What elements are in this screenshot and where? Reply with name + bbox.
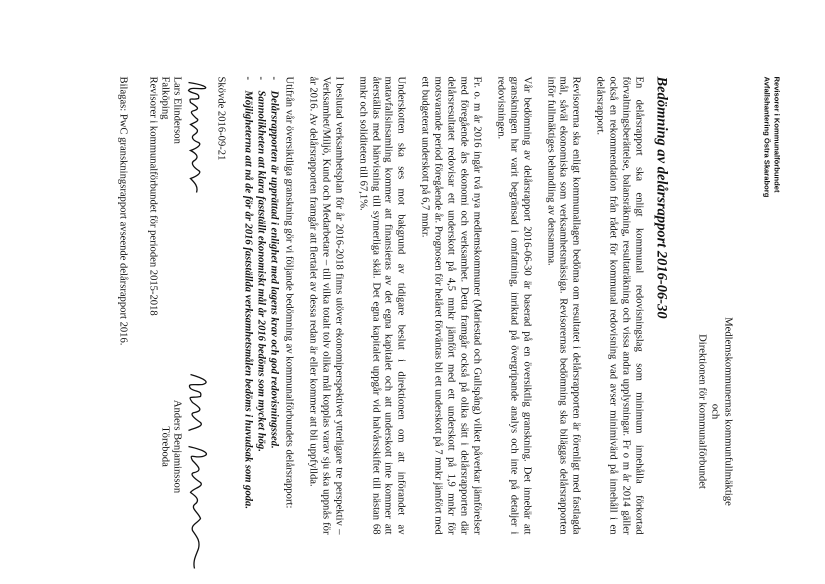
- org-name-line-2: Avfallshantering Östra Skaraborg: [762, 76, 772, 197]
- document-title: Bedömning av delårsrapport 2016-06-30: [653, 76, 669, 319]
- assessment-text-2: Sannolikheten att klara fastställt ekonomiskt mål år 2016 bedöms som mycket hög.: [255, 90, 267, 452]
- paragraph-3: Vår bedömning av delårsrapport 2016-06-30 är baserad på en översiktlig granskning. Det innebär att granskningen har varit begränsad i omfattning, inriktad på övergripande analys och inte på detaljer i redovisningen.: [494, 76, 532, 534]
- signer-name-2: Anders Benjaminsson: [171, 399, 183, 493]
- recipient-line-2: och: [709, 403, 720, 419]
- recipient-line-1: Medlemskommunernas kommunfullmäktige: [722, 316, 733, 506]
- assessment-text-1: Delårsrapporten är upprättad i enlighet med lagens krav och god redovisningssed.: [268, 90, 280, 449]
- signer-place-2: Töreboda: [159, 425, 171, 467]
- paragraph-1: En delårsrapport ska enligt kommunal redovisningslag som minimum innehålla förkortad förvaltningsberättelse, balansräkning, resultaträkning och vissa andra upplysningar. Fr o m år 2014 gäller också en rekommendation från rådet för kommunal redovisning vad avser minimivärd på innehåll i en delårsrapport.: [594, 76, 644, 534]
- place-and-date: Skövde 2016-09-21: [215, 76, 227, 160]
- assessment-item: [240, 76, 253, 534]
- paragraph-4: Fr. o. m år 2016 ingår två nya medlemskommuner (Mariestad och Gullspång) vilket påverkar jämförelser med föregående års ekonomi och verksamhet. Detta framgår också på olika sätt i delårsrapporten där delårsresultatet redovisar ett underskott på 4,5 mnkr jämfört med ett underskott på 1,9 mnkr för motsvarande period föregående år. Prognosen för helåret förväntas bli ett underskott på 7 mnkr jämfört med ett budgeterat underskott på 6,7 mnkr.: [419, 76, 482, 534]
- bullet-dash: -: [268, 76, 280, 80]
- signer-block-1: [146, 76, 183, 315]
- paragraph-6: I beslutad verksamhetsplan för år 2016-2018 finns utöver ekonomiperspektivet ytterligare tre perspektiv – Verksamhet/Miljö, Kund och Medarbetare – till vilka totalt tolv olika mål kopplas varav sju ska uppnås för år 2016. Av delårsrapporten framgår att flertalet av dessa redan är eller kommer att bli uppfyllda.: [306, 76, 344, 534]
- recipient-block: [695, 296, 734, 526]
- paragraph-2: Revisorerna ska enligt kommunallagen bedöma om resultatet i delårsrapporten är förenligt med fastlagda mål, såväl ekonomiska som verksamhetsmässiga. Revisorernas bedömning ska biläggas delårsrapporten inför fullmäktiges behandling av densamma.: [544, 76, 582, 534]
- org-name-line-1: Revisorer i Kommunalförbundet: [772, 76, 781, 193]
- org-header: [762, 76, 781, 534]
- recipient-line-3: Direktionen för kommunalförbundet: [696, 333, 707, 489]
- assessment-list: [240, 76, 279, 534]
- signature-lars-elinderson: [182, 78, 212, 198]
- signer-name-1: Lars Elinderson: [171, 76, 183, 144]
- assessment-item: [253, 76, 266, 534]
- signer-place-1: Falköping: [159, 76, 171, 119]
- signature-anders-benjaminsson: [182, 372, 212, 572]
- bullet-dash: -: [242, 76, 254, 80]
- bullet-dash: -: [255, 76, 267, 80]
- signature-section: [128, 76, 226, 534]
- paragraph-7: Utifrån vår översiktliga granskning gör vi följande bedömning av kommunalförbundets delårsrapport:: [283, 76, 295, 508]
- assessment-text-3: Möjligheterna att nå de för år 2016 fastställda verksamhetsmålen bedöms i huvudsak som goda.: [242, 90, 254, 509]
- assessment-item: [266, 76, 279, 534]
- signer-block-2: [158, 376, 182, 516]
- attachment-note: Bilagas: PwC granskningsrapport avseende delårsrapport 2016.: [117, 76, 129, 345]
- paragraph-5: Underskotten ska ses mot bakgrund av tidigare beslut i direktionen om att införandet av matavfallsinsamling kommer att finansieras av det egna kapitalet och att underskott inte kommer att återställas med hänvisning till synnerliga skäl. Det egna kapitalet uppgår vid halvårsskiftet till nästan 68 mnkr och soliditeten till 67,1%.: [356, 76, 407, 534]
- signer-role: Revisorer i kommunalförbundet för perioden 2015-2018: [147, 76, 159, 316]
